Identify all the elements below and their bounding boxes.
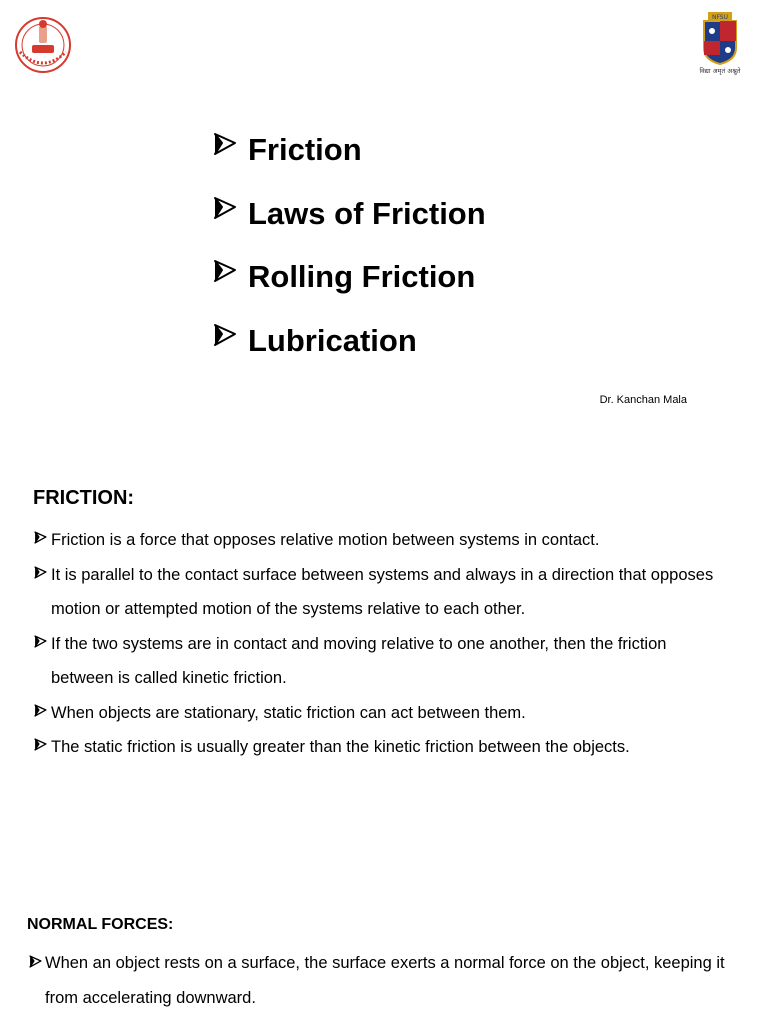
- arrow-bullet-icon: [213, 196, 237, 220]
- friction-section-title: FRICTION:: [33, 487, 135, 509]
- friction-bullet-list: [33, 523, 733, 765]
- state-emblem-seal-icon: [12, 12, 74, 74]
- arrow-bullet-icon: [34, 566, 47, 579]
- arrow-bullet-icon: [34, 531, 47, 544]
- normal-forces-bullet-list: [28, 946, 728, 1016]
- agenda-item-label: Lubrication: [248, 322, 417, 358]
- crest-motto: विद्या अमृतं अश्नुते: [699, 67, 741, 75]
- list-item-text: Friction is a force that opposes relative motion between systems in contact.: [51, 531, 600, 549]
- agenda-item-label: Rolling Friction: [248, 259, 476, 294]
- list-item: [28, 946, 728, 1016]
- arrow-bullet-icon: [34, 635, 47, 648]
- arrow-bullet-icon: [34, 738, 47, 751]
- agenda-item-label: Friction: [248, 132, 362, 167]
- author-name: Dr. Kanchan Mala: [599, 394, 687, 406]
- list-item: [33, 730, 733, 765]
- arrow-bullet-icon: [34, 704, 47, 717]
- university-crest-icon: [694, 10, 746, 76]
- list-item: [33, 627, 733, 696]
- list-item: [33, 696, 733, 731]
- crest-label: NFSU: [711, 14, 729, 21]
- list-item: [33, 558, 733, 627]
- normal-forces-section-title: NORMAL FORCES:: [27, 916, 174, 933]
- arrow-bullet-icon: [213, 132, 237, 156]
- arrow-bullet-icon: [29, 955, 42, 968]
- list-item: [33, 523, 733, 558]
- list-item-text: When objects are stationary, static friction can act between them.: [51, 703, 526, 722]
- list-item-text: It is parallel to the contact surface between systems and always in a direction that opposes motion or attempted motion of the systems relative to each other.: [51, 565, 714, 618]
- agenda-item-label: Laws of Friction: [248, 195, 486, 231]
- list-item-text: When an object rests on a surface, the surface exerts a normal force on the object, keeping it from accelerating downward.: [45, 954, 725, 1007]
- list-item-text: The static friction is usually greater than the kinetic friction between the objects.: [51, 738, 630, 756]
- arrow-bullet-icon: [213, 259, 237, 283]
- list-item-text: If the two systems are in contact and moving relative to one another, then the friction between is called kinetic friction.: [51, 634, 667, 687]
- arrow-bullet-icon: [213, 323, 237, 347]
